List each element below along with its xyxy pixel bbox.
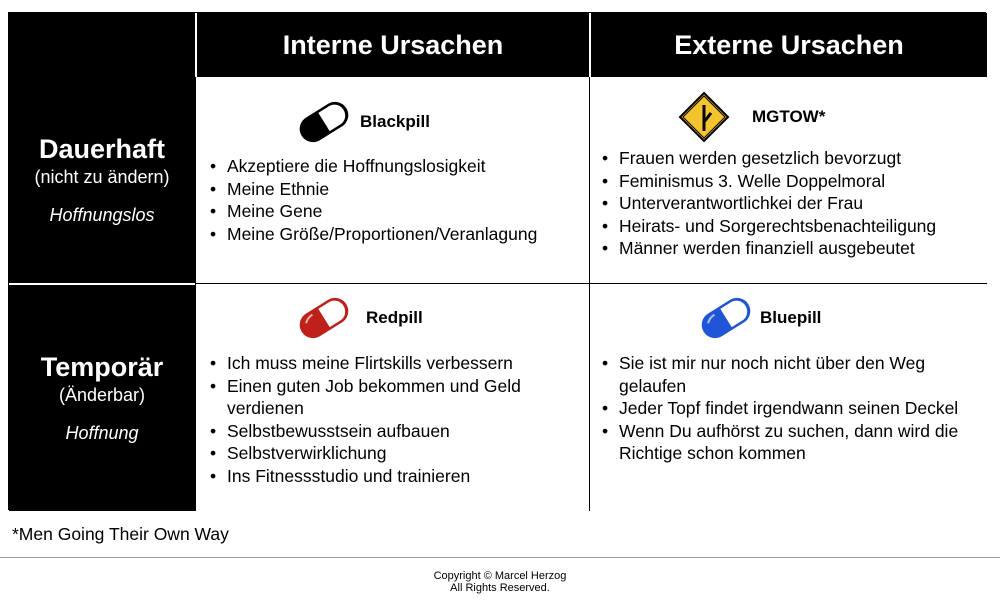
- list-redpill: [210, 352, 560, 487]
- list-item: • Ich muss meine Flirtskills verbessern: [210, 352, 560, 375]
- row-italic: Hoffnung: [65, 423, 139, 443]
- list-mgtow: [602, 147, 987, 260]
- list-item: • Männer werden finanziell ausgebeutet: [602, 237, 987, 260]
- list-item: • Feminismus 3. Welle Doppelmoral: [602, 170, 987, 193]
- list-blackpill: [210, 155, 589, 245]
- cell-redpill: [195, 283, 589, 511]
- list-item: • Unterverantwortlichkei der Frau: [602, 192, 987, 215]
- copyright: [0, 570, 1000, 594]
- list-item: • Frauen werden gesetzlich bevorzugt: [602, 147, 987, 170]
- merge-road-sign-icon: [678, 91, 730, 143]
- footnote: *Men Going Their Own Way: [12, 524, 229, 544]
- list-item: • Wenn Du aufhörst zu suchen, dann wird die Richtige schon kommen: [602, 420, 970, 465]
- list-item: • Ins Fitnessstudio und trainieren: [210, 465, 560, 488]
- header-external: Externe Ursachen: [589, 13, 987, 77]
- row-subtitle: (Änderbar): [58, 385, 146, 405]
- row-label-permanent: [9, 77, 195, 283]
- pill-name-mgtow: MGTOW*: [752, 107, 826, 126]
- list-item: • Sie ist mir nur noch nicht über den Weg gelaufen: [602, 352, 970, 397]
- row-subtitle: (nicht zu ändern): [34, 167, 170, 187]
- cell-mgtow: [589, 77, 987, 283]
- pill-name-bluepill: Bluepill: [760, 308, 822, 327]
- black-pill-icon: [296, 100, 352, 144]
- list-item: • Meine Größe/Proportionen/Veranlagung: [210, 223, 589, 246]
- list-item: • Akzeptiere die Hoffnungslosigkeit: [210, 155, 589, 178]
- list-bluepill: [602, 352, 970, 465]
- row-italic: Hoffnungslos: [49, 205, 155, 225]
- row-label-temporary: [9, 283, 195, 511]
- pill-name-blackpill: Blackpill: [360, 112, 430, 131]
- pill-name-redpill: Redpill: [366, 308, 423, 327]
- cell-blackpill: [195, 77, 589, 283]
- list-item: • Selbstverwirklichung: [210, 442, 560, 465]
- copyright-line: All Rights Reserved.: [450, 582, 550, 594]
- cause-matrix: [8, 12, 986, 510]
- list-item: • Selbstbewusstsein aufbauen: [210, 420, 560, 443]
- blue-pill-icon: [698, 296, 754, 340]
- corner-cell: [9, 13, 195, 77]
- red-pill-icon: [296, 296, 352, 340]
- divider: [0, 557, 1000, 558]
- header-internal: Interne Ursachen: [195, 13, 589, 77]
- row-title: Dauerhaft: [38, 134, 166, 164]
- cell-bluepill: [589, 283, 987, 511]
- list-item: • Einen guten Job bekommen und Geld verdienen: [210, 375, 560, 420]
- row-title: Temporär: [40, 352, 164, 382]
- list-item: • Heirats- und Sorgerechtsbenachteiligung: [602, 215, 987, 238]
- copyright-line: Copyright © Marcel Herzog: [433, 570, 567, 582]
- list-item: • Jeder Topf findet irgendwann seinen Deckel: [602, 397, 970, 420]
- list-item: • Meine Ethnie: [210, 178, 589, 201]
- list-item: • Meine Gene: [210, 200, 589, 223]
